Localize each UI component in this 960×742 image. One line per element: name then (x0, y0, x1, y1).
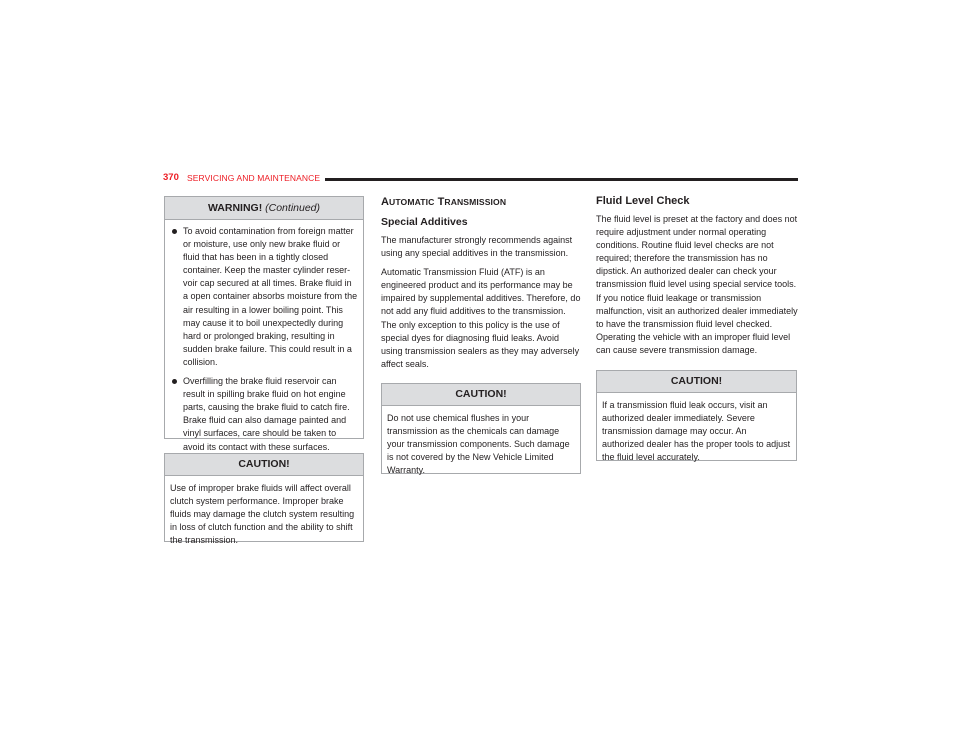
warning-bullet-text: Overfilling the brake fluid reservoir can result in spilling brake fluid on hot engine parts, causing the brake fluid to catch fire. Brake fluid can also damage painted and vinyl surfaces, care should be taken to avoid its contact with these surfaces. (183, 376, 350, 452)
caution-text: Use of improper brake fluids will affect overall clutch system performance. Improper brake fluids may damage the clutch system resulting in loss of clutch function and the ability to shift the transmission. (170, 483, 355, 546)
caution-box-body (597, 393, 796, 469)
section-heading: AUTOMATIC TRANSMISSION (381, 196, 507, 208)
caution-title: CAUTION! (670, 375, 723, 387)
right-column (596, 195, 798, 357)
page-header (163, 172, 798, 186)
warning-bullet-text: To avoid contamination from foreign matter or moisture, use only new brake fluid or fluid that has been in a tightly closed container. Keep the master cylinder reser-voir cap secured at all times. Brake fluid in a open container absorbs moisture from the air resulting in a lower boiling point. This may cause it to boil unexpectedly during hard or prolonged braking, resulting in sudden brake failure. This could result in a collision. (183, 226, 358, 367)
subheading-fluid-level-check: Fluid Level Check (596, 195, 690, 207)
page-number: 370 (163, 172, 179, 183)
caution-box-header (382, 384, 580, 406)
caution-text: If a transmission fluid leak occurs, visit an authorized dealer immediately. Severe transmission damage may occur. An authorized dealer has the proper tools to adjust the fluid level accurately. (602, 400, 791, 463)
middle-column (381, 196, 581, 371)
caution-title: CAUTION! (455, 388, 507, 400)
caution-box-chemical-flush (381, 383, 581, 474)
warning-title: WARNING! (207, 202, 263, 214)
subheading-special-additives: Special Additives (381, 216, 468, 228)
header-rule (325, 178, 798, 181)
warning-box-header (165, 197, 363, 220)
warning-box-body (165, 220, 363, 459)
paragraph: The fluid level is preset at the factory and does not require adjustment under normal operating conditions. Routine fluid level checks are not required; therefore the transmission has no dipstick. An authorized dealer can check your transmission fluid level using special service tools. If you notice fluid leakage or transmission malfunction, visit an authorized dealer immediately to have the transmission fluid level checked. Operating the vehicle with an improper fluid level can cause severe transmission damage. (596, 214, 798, 355)
caution-text: Do not use chemical flushes in your transmission as the chemicals can damage your transmission components. Such damage is not covered by the New Vehicle Limited Warranty. (387, 413, 570, 476)
caution-box-fluid-leak (596, 370, 797, 461)
paragraph: Automatic Transmission Fluid (ATF) is an engineered product and its performance may be impaired by supplemental additives. Therefore, do not add any fluid additives to the transmission. The only exception to this policy is the use of special dyes for diagnosing fluid leaks. Avoid using transmission sealers as they may adversely affect seals. (381, 267, 581, 369)
warning-continued: (Continued) (265, 202, 321, 214)
caution-box-header (597, 371, 796, 393)
caution-box-body (165, 476, 363, 552)
list-item (170, 225, 358, 369)
warning-box (164, 196, 364, 452)
bullet-icon (172, 229, 177, 234)
bullet-icon (172, 379, 177, 384)
list-item (170, 375, 358, 454)
caution-box-brake-fluid (164, 453, 364, 546)
caution-title: CAUTION! (238, 458, 290, 470)
caution-box-body (382, 406, 580, 482)
paragraph: The manufacturer strongly recommends against using any special additives in the transmission. (381, 235, 573, 259)
section-title: SERVICING AND MAINTENANCE (187, 172, 321, 183)
caution-box-header (165, 454, 363, 476)
